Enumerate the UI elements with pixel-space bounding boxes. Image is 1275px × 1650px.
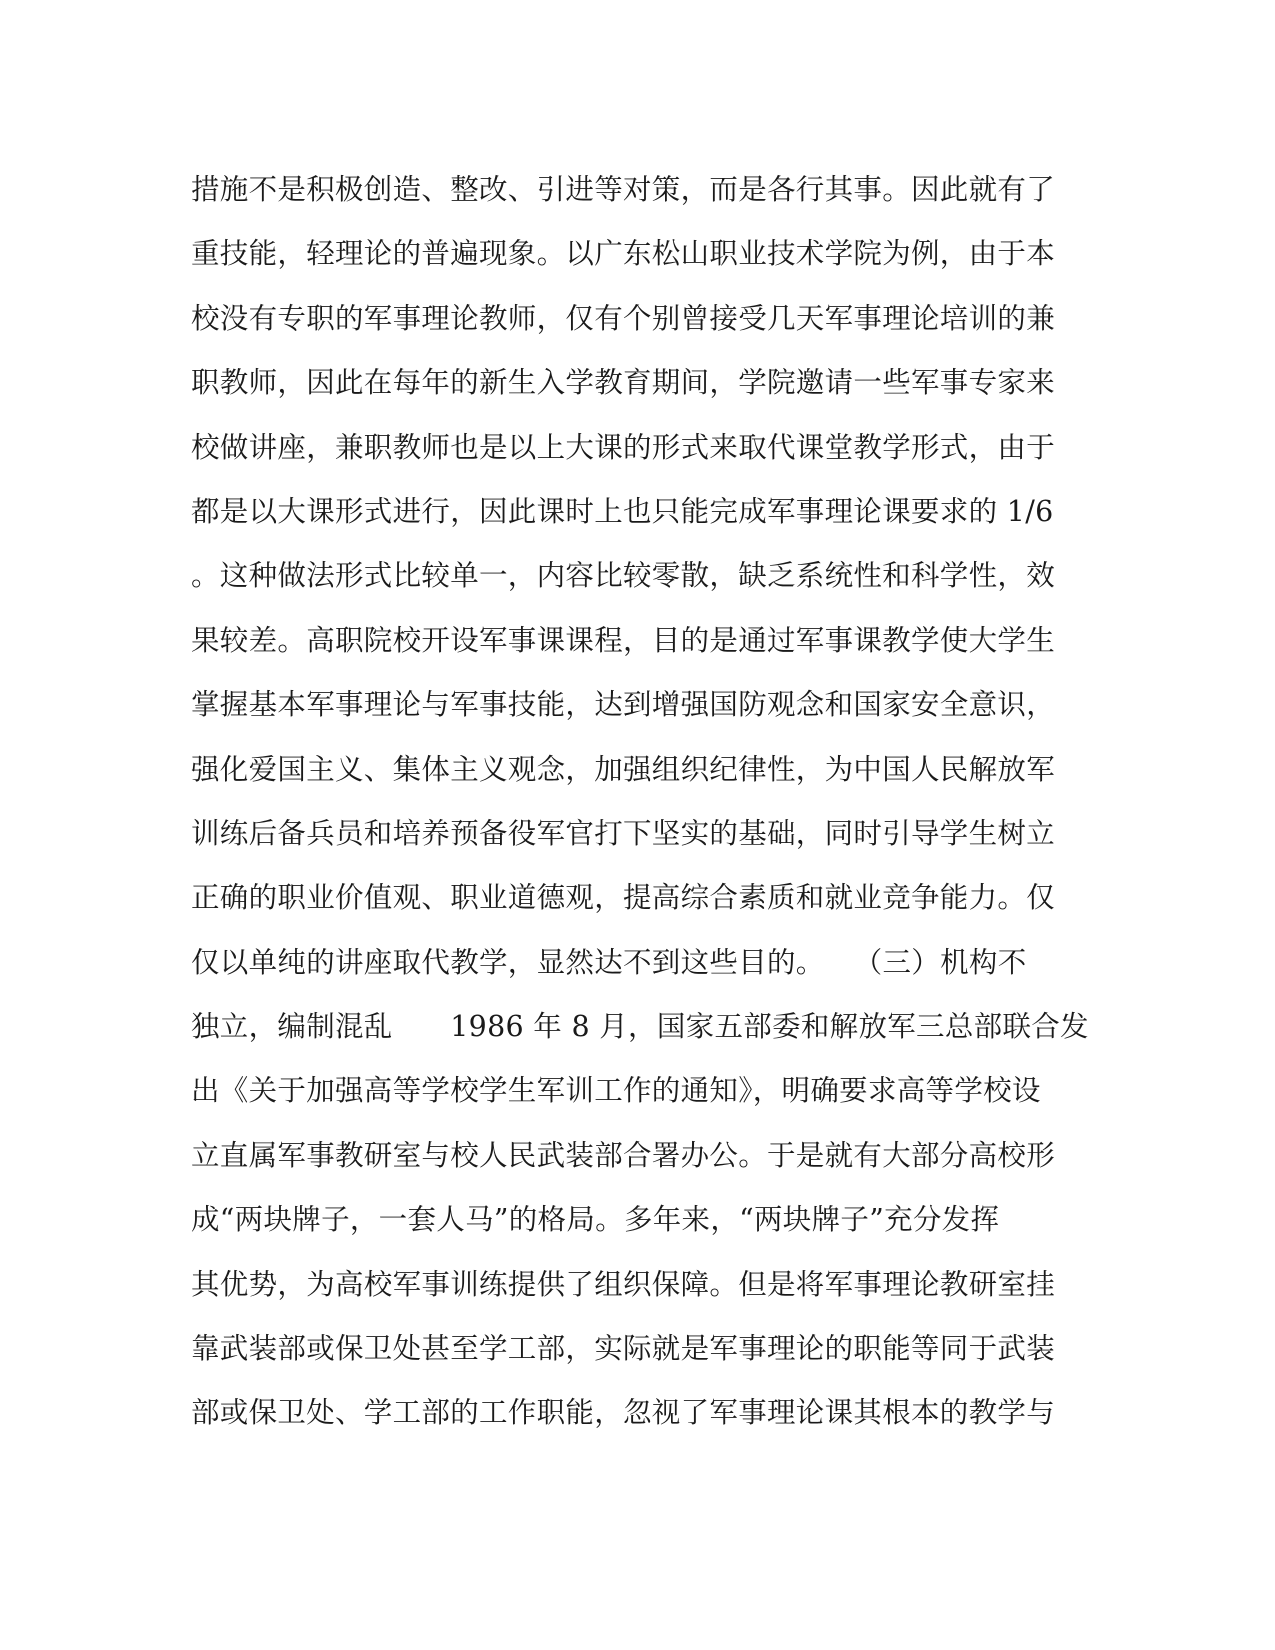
text-line: 仅以单纯的讲座取代教学，显然达不到这些目的。 （三）机构不 bbox=[191, 945, 1027, 979]
text-line: 训练后备兵员和培养预备役军官打下坚实的基础，同时引导学生树立 bbox=[191, 816, 1056, 850]
text-line: 校没有专职的军事理论教师，仅有个别曾接受几天军事理论培训的兼 bbox=[191, 301, 1056, 335]
text-line: 其优势，为高校军事训练提供了组织保障。但是将军事理论教研室挂 bbox=[191, 1267, 1056, 1301]
text-line: 强化爱国主义、集体主义观念，加强组织纪律性，为中国人民解放军 bbox=[191, 752, 1056, 786]
text-line: 正确的职业价值观、职业道德观，提高综合素质和就业竞争能力。仅 bbox=[191, 881, 1056, 915]
text-line: 措施不是积极创造、整改、引进等对策，而是各行其事。因此就有了 bbox=[191, 173, 1056, 206]
text-line: 掌握基本军事理论与军事技能，达到增强国防观念和国家安全意识， bbox=[191, 688, 1056, 722]
text-line: 立直属军事教研室与校人民武装部合署办公。于是就有大部分高校形 bbox=[191, 1138, 1056, 1172]
body-text bbox=[191, 158, 1091, 1446]
text-line: 重技能，轻理论的普遍现象。以广东松山职业技术学院为例，由于本 bbox=[191, 237, 1056, 271]
text-line: 独立，编制混乱 1986 年 8 月，国家五部委和解放军三总部联合发 bbox=[191, 1010, 1089, 1044]
text-line: 校做讲座，兼职教师也是以上大课的形式来取代课堂教学形式，由于 bbox=[191, 430, 1056, 464]
text-line: 成“两块牌子，一套人马”的格局。多年来，“两块牌子”充分发挥 bbox=[191, 1203, 1000, 1237]
text-line: 果较差。高职院校开设军事课课程，目的是通过军事课教学使大学生 bbox=[191, 623, 1056, 657]
text-line: 出《关于加强高等学校学生军训工作的通知》，明确要求高等学校设 bbox=[191, 1074, 1041, 1108]
text-line: 靠武装部或保卫处甚至学工部，实际就是军事理论的职能等同于武装 bbox=[191, 1332, 1056, 1366]
text-line: 。这种做法形式比较单一，内容比较零散，缺乏系统性和科学性，效 bbox=[191, 559, 1056, 593]
text-line: 都是以大课形式进行，因此课时上也只能完成军事理论课要求的 1/6 bbox=[191, 494, 1054, 528]
text-line: 部或保卫处、学工部的工作职能，忽视了军事理论课其根本的教学与 bbox=[191, 1396, 1056, 1430]
text-line: 职教师，因此在每年的新生入学教育期间，学院邀请一些军事专家来 bbox=[191, 366, 1056, 400]
